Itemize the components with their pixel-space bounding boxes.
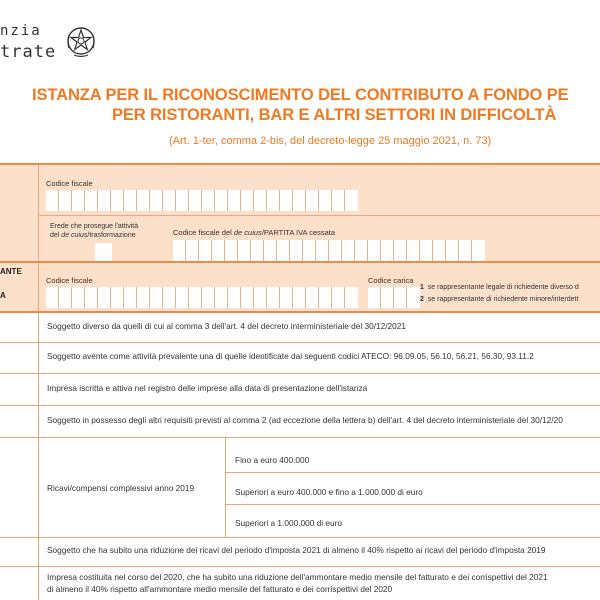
requisito-row-7-line-1: Impresa costituita nel corso del 2020, che ha subito una riduzione dell'ammontare medio mensile del fatturato e dei corrispettivi del 2021 xyxy=(47,572,548,582)
cf-de-cuius-boxes[interactable] xyxy=(173,240,485,261)
section1-divider xyxy=(38,165,39,261)
ricavi-option-rule-2 xyxy=(226,504,600,505)
section1-row-divider xyxy=(38,215,600,216)
ricavi-label: Ricavi/compensi complessivi anno 2019 xyxy=(47,483,195,493)
codice-carica-boxes[interactable] xyxy=(368,287,420,308)
form-title-line-1: ISTANZA PER IL RICONOSCIMENTO DEL CONTRIBUTO A FONDO PE xyxy=(32,86,569,104)
requisito-row-3: Impresa iscritta e attiva nel registro delle imprese alla data di presentazione dell'istanza xyxy=(47,383,368,393)
erede-checkbox[interactable] xyxy=(95,243,112,261)
section2-side-label-1: ANTE xyxy=(0,267,22,276)
ricavi-option-2[interactable]: Superiori a euro 400.000 e fino a 1.000.000 di euro xyxy=(235,487,423,497)
requisiti-top-rule xyxy=(0,311,600,313)
row-rule-3 xyxy=(0,405,600,406)
row-rule-6 xyxy=(0,566,600,567)
ricavi-option-rule-1 xyxy=(226,472,600,473)
ricavi-option-3[interactable]: Superiori a 1.000.000 di euro xyxy=(235,518,343,528)
codice-carica-label: Codice carica xyxy=(368,276,414,285)
form-subtitle: (Art. 1-ter, comma 2-bis, del decreto-legge 25 maggio 2021, n. 73) xyxy=(169,135,492,147)
section2-divider xyxy=(38,263,39,311)
form-title-line-2: PER RISTORANTI, BAR E ALTRI SETTORI IN DIFFICOLTÀ xyxy=(112,106,557,124)
codice-carica-option-2: 2 se rappresentante di richiedente minore/interdett xyxy=(420,296,579,303)
cf-de-cuius-label: Codice fiscale del de cuius/PARTITA IVA cessata xyxy=(173,228,336,237)
codice-fiscale-boxes[interactable] xyxy=(46,190,358,211)
row-rule-2 xyxy=(0,373,600,374)
row-rule-5 xyxy=(0,537,600,538)
row-rule-1 xyxy=(0,342,600,343)
requisito-row-1: Soggetto diverso da quelli di cui al comma 3 dell'art. 4 del decreto interministeriale del 30/12/2021 xyxy=(47,321,407,331)
requisito-row-4: Soggetto in possesso degli altri requisiti previsti al comma 2 (ad eccezione della lettera b) dell'art. 4 del decreto interministeriale del 30/12/20 xyxy=(47,415,563,425)
codice-fiscale-label: Codice fiscale xyxy=(46,179,93,188)
requisito-row-6: Soggetto che ha subito una riduzione dei ricavi del periodo d'imposta 2021 di almeno il 40% rispetto ai ricavi del periodo d'imposta 2019 xyxy=(47,545,546,555)
row-rule-4 xyxy=(0,437,600,438)
rappresentante-cf-boxes[interactable] xyxy=(46,287,358,308)
logo-line-2: trate xyxy=(0,42,57,62)
requisiti-left-divider xyxy=(38,313,39,600)
section2-side-label-2: A xyxy=(0,291,6,300)
ricavi-divider xyxy=(225,438,226,537)
codice-carica-option-1: 1 se rappresentante legale di richiedente diverso d xyxy=(420,284,579,291)
rappresentante-cf-label: Codice fiscale xyxy=(46,276,93,285)
emblem-icon xyxy=(64,22,98,60)
requisito-row-2: Soggetto avente come attività prevalente una di quelle identificate dai seguenti codici ATECO: 96.09.05, 56.10, 56.21, 56.30, 93.11.2 xyxy=(47,351,534,361)
ricavi-option-1[interactable]: Fino a euro 400.000 xyxy=(235,455,310,465)
logo-line-1: nzia xyxy=(0,23,42,39)
requisito-row-7-line-2: di almeno il 40% rispetto all'ammontare medio mensile del fatturato e dei corrispettivi del 2020 xyxy=(47,584,393,594)
erede-label: Erede che prosegue l'attività del de cuius/trasformazione xyxy=(50,223,139,239)
